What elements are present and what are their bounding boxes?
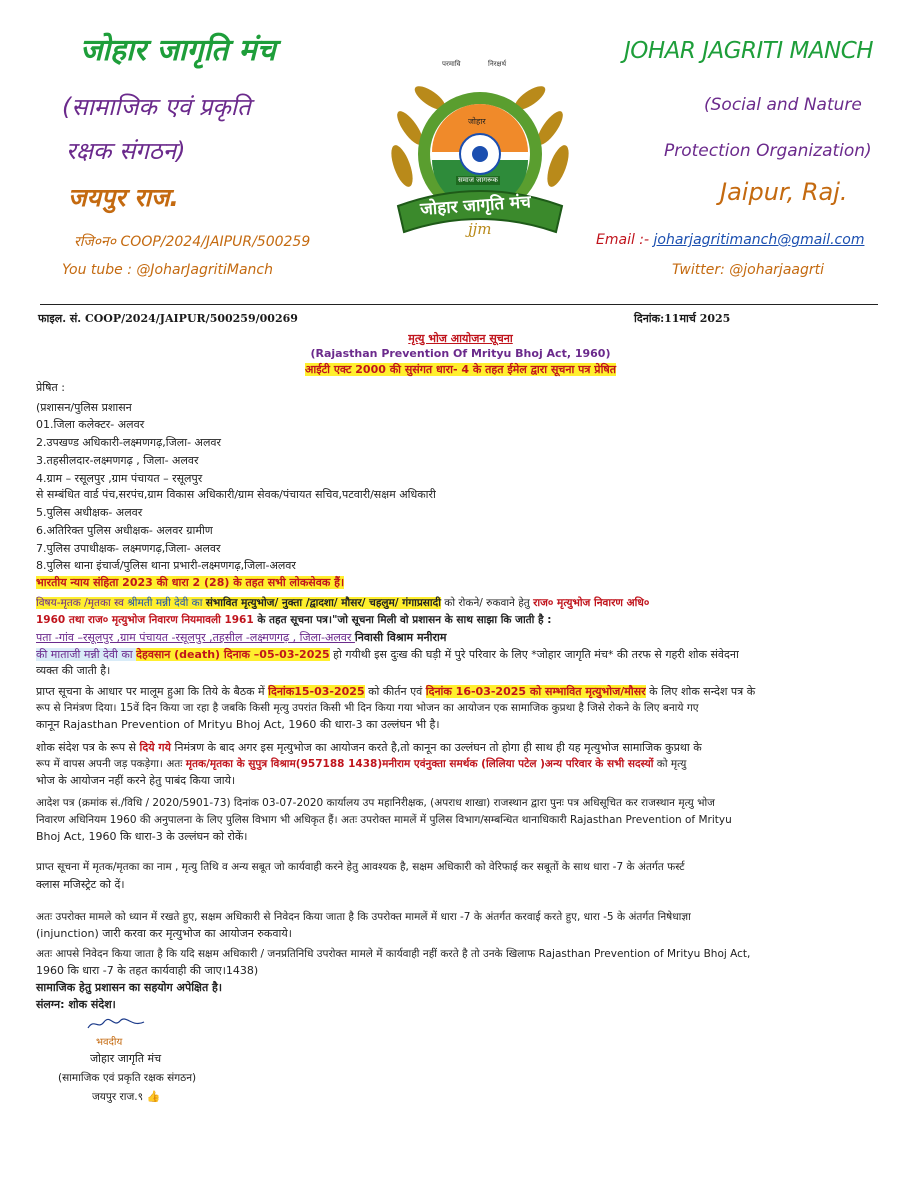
recipient-item: 01.जिला कलेक्टर- अलवर	[36, 418, 145, 431]
enclosure-note: संलग्न: शोक संदेश।	[36, 998, 116, 1011]
para2-text: निमंत्रण के बाद अगर इस मृत्युभोज का आयोजन करते है,तो कानून का उल्लंघन तो होगा ही साथ ही यह मृत्युभोज सामाजिक कुप्रथा के	[171, 741, 702, 754]
address-text: पता -गांव –रसूलपुर ,ग्राम पंचायत -रसूलपुर ,तहसील -लक्ष्मणगढ़ , जिला-अलवर	[36, 631, 355, 644]
recipient-item: से सम्बंधित वार्ड पंच,सरपंच,ग्राम विकास अधिकारी/ग्राम सेवक/पंचायत सचिव,पटवारी/सक्षम अधिकारी	[36, 488, 436, 501]
para2-line-2	[36, 757, 686, 771]
city-english: Jaipur, Raj.	[720, 178, 848, 206]
address-resident: निवासी विश्राम मनीराम	[354, 631, 447, 644]
para2-line-1	[36, 741, 702, 755]
youtube-handle[interactable]: You tube : @JoharJagritiManch	[62, 262, 274, 278]
para1-text: को कीर्तन एवं	[364, 685, 426, 698]
para5-line-1: अतः उपरोक्त मामले को ध्यान में रखते हुए, सक्षम अधिकारी से निवेदन किया जाता है कि उपरोक्त मामलें में धारा -7 के अंतर्गत करवाई करते हुए, धारा -5 के अंतर्गत निषेधाज्ञा	[36, 911, 691, 923]
signature-scribble-icon	[86, 1016, 146, 1032]
cooperation-note: सामाजिक हेतु प्रशासन का सहयोग अपेक्षित है।	[36, 981, 223, 994]
recipient-item: 2.उपखण्ड अधिकारी-लक्ष्मणगढ़,जिला- अलवर	[36, 436, 222, 449]
subject-rules: 1960 तथा राज० मृत्युभोज निवारण नियमावली 1961	[36, 614, 254, 626]
email-line	[596, 232, 864, 248]
recipient-item: 6.अतिरिक्त पुलिस अधीक्षक- अलवर ग्रामीण	[36, 524, 213, 537]
signature-desc: (सामाजिक एवं प्रकृति रक्षक संगठन)	[58, 1072, 197, 1084]
para2-text: शोक संदेश पत्र के रूप से	[36, 741, 140, 754]
logo-top-left-text: परमावि	[442, 60, 461, 68]
para1-line-2: रूप से निमंत्रण दिया। 15वें दिन किया जा रहा है जबकि किसी मृत्यु उपरांत किसी भी दिन किया गया भोजन का आयोजन एक सामाजिक कुप्रथा है जिसे रोकने के लिए बनाये गए	[36, 702, 699, 714]
para2-text: रूप में वापस अपनी जड़ पकड़ेगा। अतः	[36, 758, 186, 770]
twitter-handle[interactable]: Twitter: @joharjaagrti	[672, 262, 824, 278]
logo-center-top-text: जोहार	[468, 117, 486, 126]
recipient-item: 3.तहसीलदार-लक्ष्मणगढ़ , जिला- अलवर	[36, 454, 199, 467]
email-label: Email :-	[596, 232, 650, 248]
para3-line-3: Bhoj Act, 1960 कि धारा-3 के उल्लंघन को रोकें।	[36, 830, 248, 843]
logo-band-text: समाज जागरूक	[458, 176, 498, 184]
org-name-hindi: जोहार जागृति मंच	[80, 33, 276, 68]
logo-banner-text: जोहार जागृति मंच	[419, 192, 532, 220]
handwritten-signature	[86, 1016, 146, 1032]
death-line-1	[36, 648, 739, 662]
address-line	[36, 631, 446, 645]
para1-line-3: कानून Rajasthan Prevention of Mrityu Bhoj Act, 1960 की धारा-3 का उल्लंघन भी है।	[36, 718, 440, 731]
org-desc-english-2: Protection Organization)	[664, 141, 872, 161]
death-mother: की माताजी मन्नी देवी का	[36, 648, 137, 661]
header-divider	[40, 304, 878, 305]
subject-act: राज० मृत्युभोज निवारण अधि०	[533, 597, 650, 609]
email-dispatch-note: आईटी एक्ट 2000 की सुसंगत धारा- 4 के तहत ईमेल द्वारा सूचना पत्र प्रेषित	[304, 363, 617, 376]
public-servants-row	[36, 576, 344, 590]
para2-line-3: भोज के आयोजन नहीं करने हेतु पाबंद किया जाये।	[36, 774, 236, 787]
recipient-item: 7.पुलिस उपाधीक्षक- लक्ष्मणगढ़,जिला- अलवर	[36, 542, 221, 555]
logo-top-right-text: निरक्षर्थ	[488, 60, 507, 68]
para2-given: दिये गये	[139, 741, 171, 754]
subject-events: संभावित मृत्युभोज/ नुक्ता /द्वादशा/ मौसर/ चहलुम/ गंगाप्रसादी	[205, 597, 441, 609]
subject-notice: के तहत सूचना पत्र।"जो सूचना मिली वो प्रशासन के साथ साझा कि जाती है :	[253, 614, 552, 626]
registration-number: रजि०न० COOP/2024/JAIPUR/500259	[74, 234, 311, 250]
para6-line-1: अतः आपसे निवेदन किया जाता है कि यदि सक्षम अधिकारी / जनप्रतिनिधि उपरोक्त मामले में कार्यवाही नहीं करते है तो उनके खिलाफ Rajasthan Prevention of Mrityu Bhoj Act,	[36, 948, 751, 960]
letter-date: दिनांक:11मार्च 2025	[634, 312, 731, 325]
signature-city	[92, 1090, 160, 1104]
to-group: (प्रशासन/पुलिस प्रशासन	[36, 401, 132, 414]
org-desc-hindi-1: (सामाजिक एवं प्रकृति	[62, 93, 251, 121]
subject-prefix: विषय-मृतक /मृतका स्व	[36, 597, 128, 609]
para1-line-1	[36, 685, 755, 699]
para5-line-2: (injunction) जारी करवा कर मृत्युभोज का आयोजन रुकवाये।	[36, 927, 292, 940]
city-hindi: जयपुर राज.	[68, 183, 179, 212]
para2-family: मृतक/मृतका के सुपुत्र विश्राम(957188 1438)मनीराम एवंनुक्ता समर्थक (लिलिया पटेल )अन्य परिवार के सभी सदस्यों	[185, 758, 654, 770]
subject-deceased: श्रीमती मन्नी देवी का	[127, 597, 206, 609]
signature-org: जोहार जागृति मंच	[90, 1052, 162, 1065]
para1-bhoj-date: दिनांक 16-03-2025 को सम्भावित मृत्युभोज/मौसर	[425, 685, 646, 698]
act-name: (Rajasthan Prevention Of Mrityu Bhoj Act, 1960)	[310, 347, 611, 360]
death-date: देहवसान (death) दिनाक –05-03-2025	[136, 648, 330, 661]
recipient-item: 5.पुलिस अधीक्षक- अलवर	[36, 506, 143, 519]
recipient-item: 4.ग्राम – रसूलपुर ,ग्राम पंचायत – रसूलपुर	[36, 472, 203, 485]
subject-action: को रोकने/ रुकवाने हेतु	[440, 597, 534, 609]
para3-line-1: आदेश पत्र (क्रमांक सं./विधि / 2020/5901-73) दिनांक 03-07-2020 कार्यालय उप महानिरीक्षक, (अपराध शाखा) राजस्थान द्वारा पुनः पत्र अधिसूचित कर राजस्थान मृत्यु भोज	[36, 797, 715, 809]
thumbs-up-icon: 👍	[146, 1090, 161, 1103]
subject-line-1	[36, 596, 649, 610]
org-desc-english-1: (Social and Nature	[704, 95, 862, 115]
para1-text: के लिए शोक सन्देश पत्र के	[645, 685, 756, 698]
para3-line-2: निवारण अधिनियम 1960 की अनुपालना के लिए पुलिस विभाग भी अधिकृत हैं। अतः उपरोक्त मामलें में पुलिस विभाग/सम्बन्धित थानाधिकारी Rajasthan Prevention of Mrityu	[36, 814, 732, 826]
death-line-2: व्यक्त की जाती है।	[36, 664, 111, 677]
death-condolence: हो गयीथी इस दुःख की घड़ी में पुरे परिवार के लिए *जोहार जागृति मंच* की तरफ से गहरी शोक संवेदना	[329, 648, 739, 661]
to-label: प्रेषित :	[36, 381, 65, 394]
para1-kirtan-date: दिनांक15-03-2025	[268, 685, 365, 698]
para4-line-2: क्लास मजिस्ट्रेट को दें।	[36, 878, 125, 891]
email-link[interactable]: joharjagritimanch@gmail.com	[653, 232, 865, 248]
recipient-item: 8.पुलिस थाना इंचार्ज/पुलिस थाना प्रभारी-लक्ष्मणगढ़,जिला-अलवर	[36, 559, 296, 572]
public-servants-note: भारतीय न्याय संहिता 2023 की धारा 2 (28) के तहत सभी लोकसेवक हैं।	[36, 576, 345, 589]
signature-city-text: जयपुर राज.९	[92, 1091, 144, 1103]
org-desc-hindi-2: रक्षक संगठन)	[66, 137, 186, 165]
para6-line-2: 1960 कि धारा -7 के तहत कार्यवाही की जाए।1438)	[36, 964, 259, 977]
para1-text: प्राप्त सूचना के आधार पर मालूम हुआ कि तिये के बैठक में	[36, 685, 269, 698]
notice-title: मृत्यु भोज आयोजन सूचना	[408, 332, 513, 345]
org-name-english: JOHAR JAGRITI MANCH	[624, 38, 874, 64]
subject-line-2	[36, 613, 551, 627]
email-note-row	[0, 362, 921, 377]
logo-monogram: jjm	[468, 220, 492, 238]
yours-faithfully: भवदीय	[96, 1037, 123, 1048]
para4-line-1: प्राप्त सूचना में मृतक/मृतका का नाम , मृत्यु तिथि व अन्य सबूत जो कार्यवाही करने हेतु आवश्यक है, सक्षम अधिकारी को वेरिफाई कर सबूतों के साथ धारा -7 के अंतर्गत फर्स्ट	[36, 861, 685, 873]
org-logo	[380, 56, 580, 256]
file-number: फाइल. सं. COOP/2024/JAIPUR/500259/00269	[38, 312, 298, 325]
para2-text: को मृत्यु	[653, 758, 687, 770]
